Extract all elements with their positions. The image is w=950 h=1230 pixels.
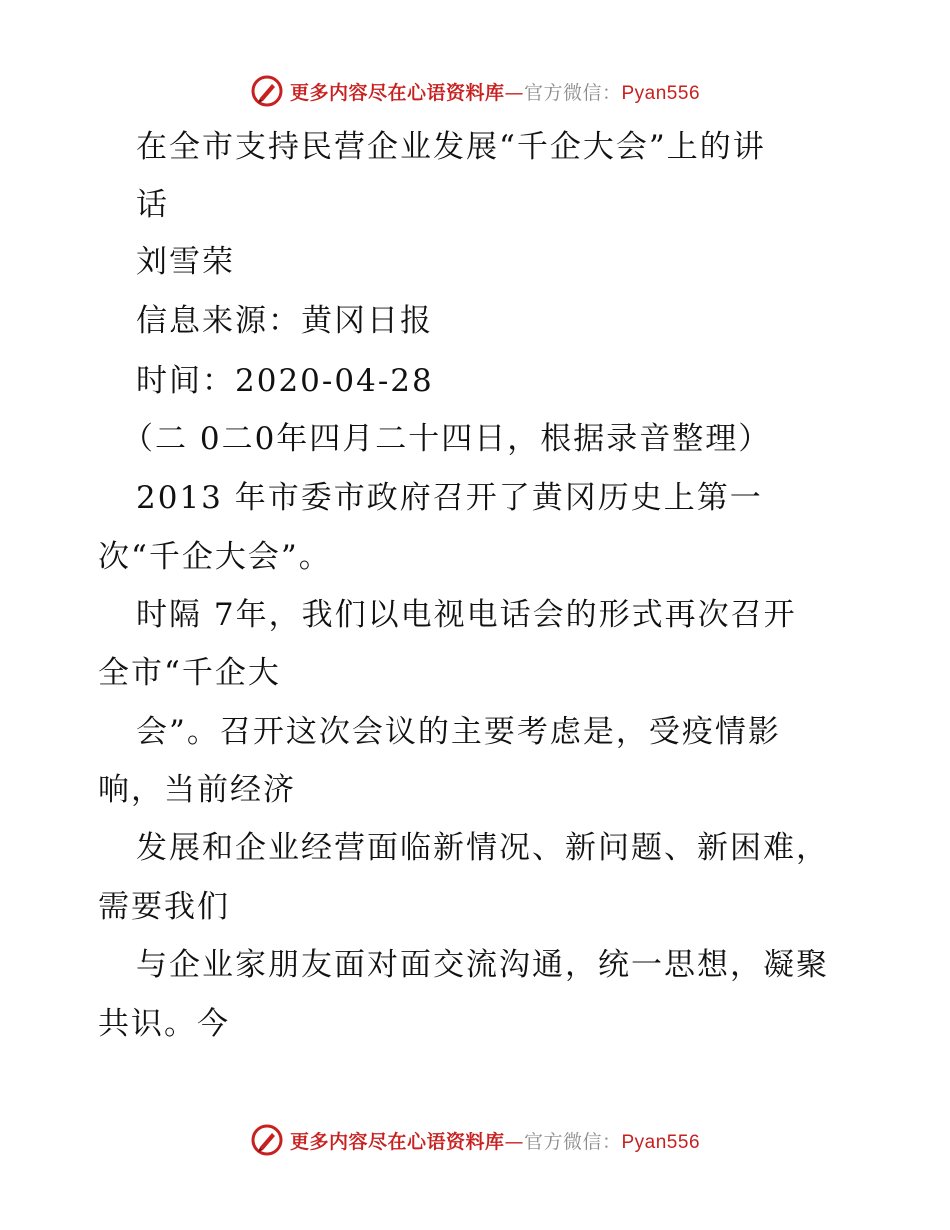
watermark-label: 官方微信：	[523, 81, 622, 104]
doc-paragraph-line: 需要我们	[98, 889, 230, 925]
watermark-label: 官方微信：	[523, 1130, 622, 1153]
pen-logo-icon	[250, 1123, 284, 1157]
doc-paragraph-line: 时隔 7年，我们以电视电话会的形式再次召开	[136, 597, 797, 633]
watermark-wechat-id: Pyan556	[621, 82, 701, 104]
doc-paragraph-line: 发展和企业经营面临新情况、新问题、新困难，	[136, 830, 829, 866]
watermark-dash: —	[504, 81, 524, 104]
pen-logo-icon	[250, 74, 284, 108]
doc-title-line-2: 话	[136, 187, 169, 223]
watermark-text	[290, 78, 700, 105]
doc-paragraph-line: 与企业家朋友面对面交流沟通，统一思想，凝聚	[136, 947, 829, 983]
doc-paragraph-line: 响，当前经济	[98, 772, 296, 808]
doc-date: 时间：2020-04-28	[136, 363, 434, 399]
watermark-wechat-id: Pyan556	[621, 1131, 701, 1153]
doc-paragraph-line: 共识。今	[98, 1006, 230, 1042]
watermark-footer	[0, 1120, 950, 1160]
doc-author: 刘雪荣	[136, 244, 235, 280]
watermark-brand: 更多内容尽在心语资料库	[289, 81, 505, 104]
doc-title-line-1: 在全市支持民营企业发展“千企大会”上的讲	[136, 129, 766, 165]
doc-note: （二 0二0年四月二十四日，根据录音整理）	[122, 421, 772, 457]
watermark-dash: —	[504, 1130, 524, 1153]
doc-paragraph-line: 2013 年市委市政府召开了黄冈历史上第一	[136, 480, 763, 516]
doc-paragraph-line: 会”。召开这次会议的主要考虑是，受疫情影	[136, 714, 781, 750]
watermark-brand: 更多内容尽在心语资料库	[289, 1130, 505, 1153]
watermark-header	[0, 71, 950, 111]
doc-paragraph-line: 全市“千企大	[98, 655, 281, 691]
doc-paragraph-line: 次“千企大会”。	[98, 539, 332, 575]
watermark-text	[290, 1127, 700, 1154]
doc-source: 信息来源：黄冈日报	[136, 303, 433, 339]
